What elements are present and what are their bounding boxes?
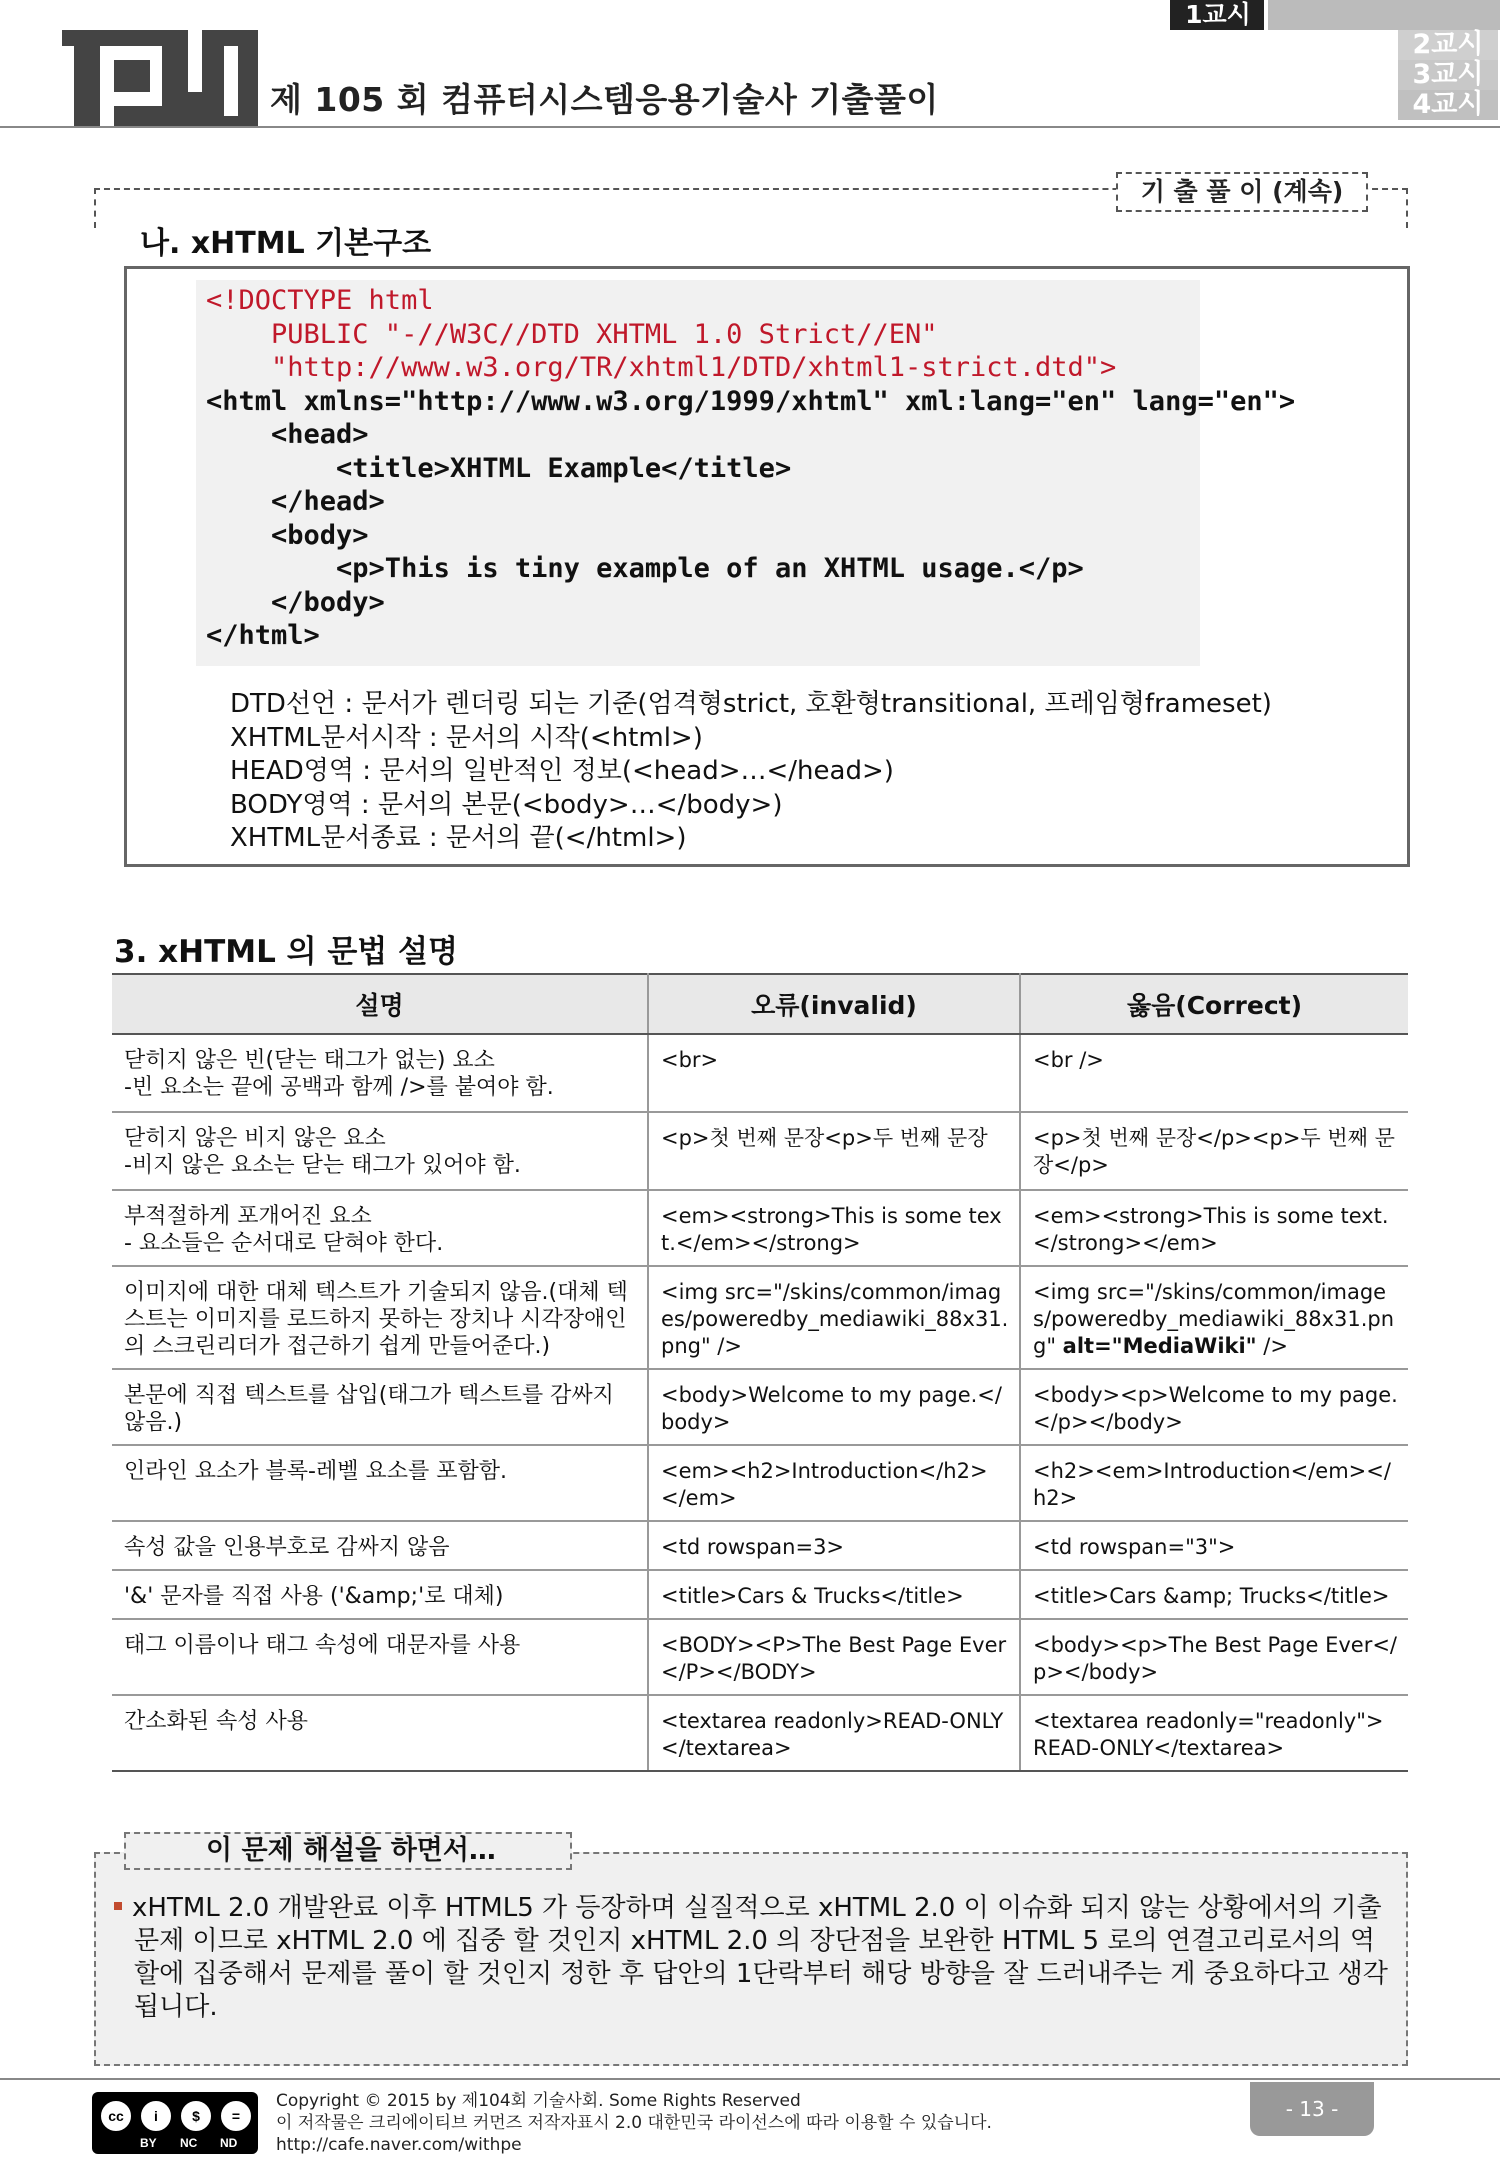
license-text: 이 저작물은 크리에이티브 커먼즈 저작자표시 2.0 대한민국 라이선스에 따라 이용할 수 있습니다.	[276, 2113, 992, 2133]
description-cell: 본문에 직접 텍스트를 삽입(태그가 텍스트를 감싸지 않음.)	[112, 1369, 648, 1445]
description-cell: 태그 이름이나 태그 속성에 대문자를 사용	[112, 1619, 648, 1695]
commentary-text	[114, 1892, 1398, 2024]
section-heading-syntax: 3. xHTML 의 문법 설명	[114, 934, 458, 970]
session-tab-1: 1교시	[1170, 0, 1266, 30]
structure-description-list	[230, 688, 1272, 856]
session-tab-2: 2교시	[1398, 30, 1498, 60]
description-cell: 닫히지 않은 빈(닫는 태그가 없는) 요소 -빈 요소는 끝에 공백과 함께 />를 붙여야 함.	[112, 1034, 648, 1112]
correct-text-highlight: alt="MediaWiki"	[1062, 1334, 1257, 1358]
correct-cell: <br />	[1020, 1034, 1408, 1112]
code-line: </head>	[206, 486, 385, 517]
table-row	[112, 1619, 1408, 1695]
invalid-cell: <br>	[648, 1034, 1020, 1112]
invalid-cell: <td rowspan=3>	[648, 1521, 1020, 1570]
table-row	[112, 1266, 1408, 1369]
invalid-cell: <img src="/skins/common/images/poweredby_mediawiki_88x31.png" />	[648, 1266, 1020, 1369]
correct-cell: <body><p>The Best Page Ever</p></body>	[1020, 1619, 1408, 1695]
invalid-cell: <BODY><P>The Best Page Ever</P></BODY>	[648, 1619, 1020, 1695]
table-row	[112, 1521, 1408, 1570]
table-header-row	[112, 974, 1408, 1034]
session-tab-4: 4교시	[1398, 90, 1498, 120]
cc-label: ND	[220, 2136, 238, 2150]
footer-link[interactable]: http://cafe.naver.com/withpe	[276, 2135, 522, 2155]
correct-cell: <h2><em>Introduction</em></h2>	[1020, 1445, 1408, 1521]
code-line: <html xmlns="http://www.w3.org/1999/xhtml" xml:lang="en" lang="en">	[206, 385, 1296, 417]
noncommercial-icon: $	[178, 2098, 214, 2134]
table-row	[112, 1695, 1408, 1771]
code-line: <p>This is tiny example of an XHTML usage.</p>	[206, 553, 1084, 584]
cc-license-badge	[92, 2092, 258, 2154]
code-line: </body>	[206, 586, 385, 618]
correct-cell: <p>첫 번째 문장</p><p>두 번째 문장</p>	[1020, 1112, 1408, 1190]
session-tab-3: 3교시	[1398, 60, 1498, 90]
commentary-body: xHTML 2.0 개발완료 이후 HTML5 가 등장하며 실질적으로 xHTML 2.0 이 이슈화 되지 않는 상황에서의 기출문제 이므로 xHTML 2.0 에 집중 할 것인지 xHTML 2.0 의 장단점을 보완한 HTML 5 로의 연결고리로서의 역할에 집중해서 문제를 풀이 할 것인지 정한 후 답안의 1단락부터 해당 방향을 잘 드러내주는 게 중요하다고 생각됩니다.	[132, 1893, 1388, 2022]
description-line: DTD선언 : 문서가 렌더링 되는 기준(엄격형strict, 호환형transitional, 프레임형frameset)	[230, 689, 1272, 719]
description-cell: 닫히지 않은 비지 않은 요소 -비지 않은 요소는 닫는 태그가 있어야 함.	[112, 1112, 648, 1190]
invalid-cell: <em><strong>This is some text.</em></strong>	[648, 1190, 1020, 1266]
footer-text	[276, 2090, 992, 2156]
commentary-label: 이 문제 해설을 하면서…	[124, 1832, 572, 1870]
code-line: <body>	[206, 519, 369, 551]
cc-label: NC	[180, 2136, 198, 2150]
column-header: 설명	[112, 974, 648, 1034]
page-number: - 13 -	[1250, 2082, 1374, 2136]
description-line: XHTML문서시작 : 문서의 시작(<html>)	[230, 722, 703, 753]
code-line: </html>	[206, 620, 320, 651]
table-row	[112, 1034, 1408, 1112]
description-line: XHTML문서종료 : 문서의 끝(</html>)	[230, 823, 687, 853]
header-divider	[0, 126, 1500, 128]
section-heading-xhtml-structure: 나. xHTML 기본구조	[140, 226, 432, 261]
correct-cell: <td rowspan="3">	[1020, 1521, 1408, 1570]
description-cell: 속성 값을 인용부호로 감싸지 않음	[112, 1521, 648, 1570]
correct-text-tail: />	[1256, 1334, 1288, 1358]
code-line: "http://www.w3.org/TR/xhtml1/DTD/xhtml1-strict.dtd">	[206, 352, 1117, 383]
correct-cell: <em><strong>This is some text.</strong></em>	[1020, 1190, 1408, 1266]
description-cell: '&' 문자를 직접 사용 ('&amp;'로 대체)	[112, 1570, 648, 1619]
correct-cell: <textarea readonly="readonly">READ-ONLY</textarea>	[1020, 1695, 1408, 1771]
attribution-icon: i	[138, 2098, 174, 2134]
code-example	[196, 280, 1296, 666]
invalid-cell: <p>첫 번째 문장<p>두 번째 문장	[648, 1112, 1020, 1190]
logo-text: whitesnake	[174, 130, 255, 145]
table-row	[112, 1570, 1408, 1619]
correct-cell: <body><p>Welcome to my page.</p></body>	[1020, 1369, 1408, 1445]
column-header: 옳음(Correct)	[1020, 974, 1408, 1034]
invalid-cell: <textarea readonly>READ-ONLY</textarea>	[648, 1695, 1020, 1771]
table-row	[112, 1112, 1408, 1190]
description-line: HEAD영역 : 문서의 일반적인 정보(<head>…</head>)	[230, 756, 894, 786]
correct-cell	[1020, 1266, 1408, 1369]
description-cell: 인라인 요소가 블록-레벨 요소를 포함함.	[112, 1445, 648, 1521]
cc-label: BY	[140, 2136, 157, 2150]
invalid-cell: <em><h2>Introduction</h2></em>	[648, 1445, 1020, 1521]
noderivatives-icon: =	[218, 2098, 254, 2134]
description-cell: 이미지에 대한 대체 텍스트가 기술되지 않음.(대체 텍스트는 이미지를 로드하지 못하는 장치나 시각장애인의 스크린리더가 접근하기 쉽게 만들어준다.)	[112, 1266, 648, 1369]
session-tab-separator	[1264, 0, 1268, 30]
logo	[42, 30, 258, 145]
description-cell: 간소화된 속성 사용	[112, 1695, 648, 1771]
invalid-cell: <title>Cars & Trucks</title>	[648, 1570, 1020, 1619]
correct-cell: <title>Cars &amp; Trucks</title>	[1020, 1570, 1408, 1619]
cc-icon: cc	[98, 2098, 134, 2134]
syntax-table	[112, 973, 1408, 1772]
code-line: <head>	[206, 419, 369, 450]
table-body	[112, 1034, 1408, 1771]
document-title: 제 105 회 컴퓨터시스템응용기술사 기출풀이	[270, 80, 939, 119]
description-line: BODY영역 : 문서의 본문(<body>…</body>)	[230, 789, 783, 820]
code-line: <!DOCTYPE html	[206, 285, 434, 316]
bullet-icon	[114, 1902, 122, 1910]
description-cell: 부적절하게 포개어진 요소 - 요소들은 순서대로 닫혀야 한다.	[112, 1190, 648, 1266]
correct-text: <img src="/skins/common/images/poweredby_mediawiki_88x31.png"	[1033, 1280, 1395, 1358]
continuation-label: 기 출 풀 이 (계속)	[1116, 172, 1368, 212]
footer-divider	[0, 2078, 1500, 2080]
code-line: PUBLIC "-//W3C//DTD XHTML 1.0 Strict//EN"	[206, 318, 938, 350]
column-header: 오류(invalid)	[648, 974, 1020, 1034]
copyright-text: Copyright © 2015 by 제104회 기술사회. Some Rights Reserved	[276, 2091, 801, 2111]
table-row	[112, 1369, 1408, 1445]
table-row	[112, 1445, 1408, 1521]
code-line: <title>XHTML Example</title>	[206, 452, 792, 484]
invalid-cell: <body>Welcome to my page.</body>	[648, 1369, 1020, 1445]
table-row	[112, 1190, 1408, 1266]
